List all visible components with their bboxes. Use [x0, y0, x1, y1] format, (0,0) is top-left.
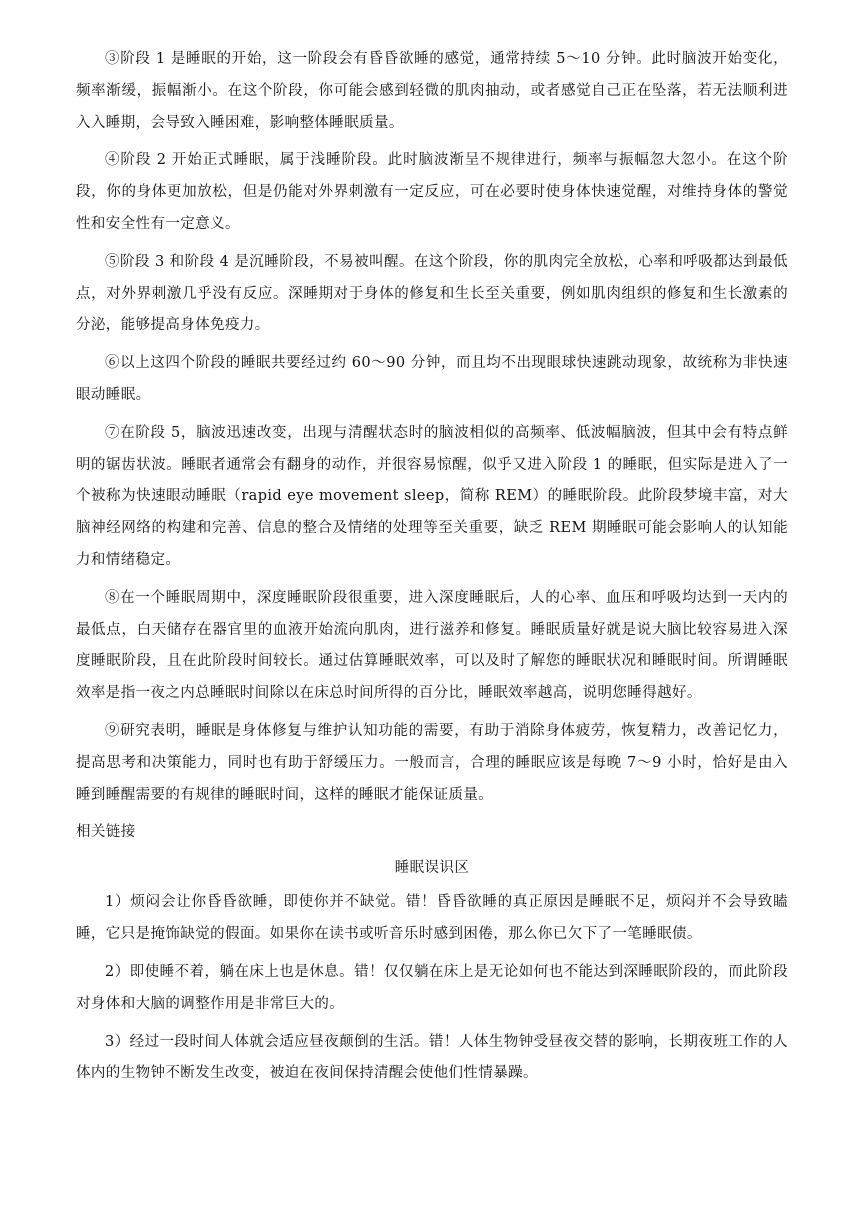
paragraph-4: ④阶段 2 开始正式睡眠，属于浅睡阶段。此时脑波渐呈不规律进行，频率与振幅忽大忽小。在这个阶段，你的身体更加放松，但是仍能对外界刺激有一定反应，可在必要时使身体快速觉醒，对维持身体的警觉性和安全性有一定意义。 — [76, 152, 788, 232]
paragraph-8: ⑧在一个睡眠周期中，深度睡眠阶段很重要，进入深度睡眠后，人的心率、血压和呼吸均达到一天内的最低点，白天储存在器官里的血液开始流向肌肉，进行滋养和修复。睡眠质量好就是说大脑比较容易进入深度睡眠阶段，且在此阶段时间较长。通过估算睡眠效率，可以及时了解您的睡眠状况和睡眠时间。所谓睡眠效率是指一夜之内总睡眠时间除以在床总时间所得的百分比，睡眠效率越高，说明您睡得越好。 — [76, 589, 788, 702]
paragraph-3: ③阶段 1 是睡眠的开始，这一阶段会有昏昏欲睡的感觉，通常持续 5～10 分钟。此时脑波开始变化，频率渐缓，振幅渐小。在这个阶段，你可能会感到轻微的肌肉抽动，或者感觉自己正在坠落，若无法顺利进入入睡期，会导致入睡困难，影响整体睡眠质量。 — [76, 51, 788, 131]
myth-item-3: 3）经过一段时间人体就会适应昼夜颠倒的生活。错！人体生物钟受昼夜交替的影响，长期夜班工作的人体内的生物钟不断发生改变，被迫在夜间保持清醒会使他们性情暴躁。 — [76, 1033, 788, 1082]
myth-item-2: 2）即使睡不着，躺在床上也是休息。错！仅仅躺在床上是无论如何也不能达到深睡眠阶段的，而此阶段对身体和大脑的调整作用是非常巨大的。 — [76, 963, 788, 1012]
paragraph-7: ⑦在阶段 5，脑波迅速改变，出现与清醒状态时的脑波相似的高频率、低波幅脑波，但其中会有特点鲜明的锯齿状波。睡眠者通常会有翻身的动作，并很容易惊醒，似乎又进入阶段 1 的睡眠，但实际是进入了一个被称为快速眼动睡眠（rapid eye movement sleep，简称 REM）的睡眠阶段。此阶段梦境丰富，对大脑神经网络的构建和完善、信息的整合及情绪的处理等至关重要，缺乏 REM 期睡眠可能会影响人的认知能力和情绪稳定。 — [76, 424, 788, 568]
paragraph-9: ⑨研究表明，睡眠是身体修复与维护认知功能的需要，有助于消除身体疲劳，恢复精力，改善记忆力，提高思考和决策能力，同时也有助于舒缓压力。一般而言，合理的睡眠应该是每晚 7～9 小时，恰好是由入睡到睡醒需要的有规律的睡眠时间，这样的睡眠才能保证质量。 — [76, 722, 788, 803]
myth-item-1: 1）烦闷会让你昏昏欲睡，即使你并不缺觉。错！昏昏欲睡的真正原因是睡眠不足，烦闷并不会导致瞌睡，它只是掩饰缺觉的假面。如果你在读书或听音乐时感到困倦，那么你已欠下了一笔睡眠债。 — [76, 894, 788, 943]
paragraph-6: ⑥以上这四个阶段的睡眠共要经过约 60～90 分钟，而且均不出现眼球快速跳动现象，故统称为非快速眼动睡眠。 — [76, 355, 788, 403]
document-page — [76, 44, 788, 1096]
paragraph-5: ⑤阶段 3 和阶段 4 是沉睡阶段，不易被叫醒。在这个阶段，你的肌肉完全放松，心率和呼吸都达到最低点，对外界刺激几乎没有反应。深睡期对于身体的修复和生长至关重要，例如肌肉组织的修复和生长激素的分泌，能够提高身体免疫力。 — [76, 253, 788, 334]
section-title: 睡眠误识区 — [394, 860, 470, 877]
related-links-label: 相关链接 — [76, 824, 136, 841]
